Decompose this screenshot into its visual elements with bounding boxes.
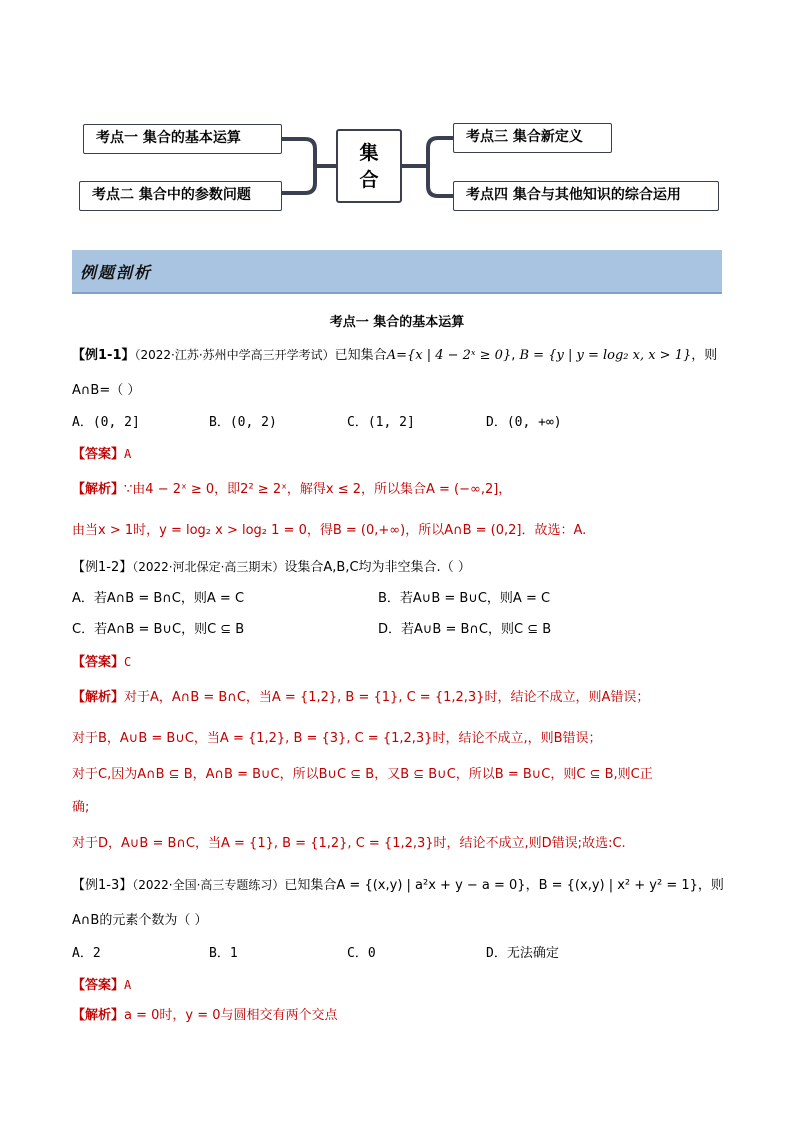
ex1-set-a: A={x | 4 − 2ˣ ≥ 0} [386, 348, 512, 363]
ex1-source: （2022·江苏·苏州中学高三开学考试） [134, 348, 335, 362]
ex1-option-d: D．(0, +∞) [486, 415, 562, 430]
ex1-option-b: B．(0, 2) [209, 415, 277, 430]
mindmap-node-kaodian-3: 考点三 集合新定义 [453, 123, 612, 153]
ex2-analysis-3: 对于C,因为A∩B ⊆ B，A∩B = B∪C，所以B∪C ⊆ B，又B ⊆ B∪C，所以B = B∪C，则C ⊆ B,则C正 [72, 767, 653, 782]
ex1-analysis-line-1 [72, 481, 511, 499]
ex2-answer-label: 【答案】 [72, 655, 125, 670]
section-banner [72, 250, 722, 294]
mindmap-center-char-2: 合 [359, 169, 379, 191]
ex3-option-b: B．1 [209, 946, 238, 961]
ex1-option-a: A．(0, 2] [72, 415, 140, 430]
ex1-answer: A [124, 447, 132, 461]
ex2-source: （2022·河北保定·高三期末） [132, 560, 285, 574]
ex3-label: 【例1-3】 [72, 878, 133, 893]
ex3-answer-line [72, 976, 131, 995]
ex2-analysis-2: 对于B，A∪B = B∪C，当A = {1,2}, B = {3}, C = {1,2,3}时，结论不成立,，则B错误； [72, 731, 602, 746]
ex3-source: （2022·全国·高三专题练习） [132, 878, 285, 892]
ex3-analysis-line-1 [72, 1007, 338, 1025]
mindmap-center-char-1: 集 [359, 142, 379, 164]
ex3-analysis-1: a = 0时，y = 0与圆相交有两个交点 [124, 1008, 338, 1023]
ex2-analysis-1: 对于A，A∩B = B∩C，当A = {1,2}, B = {1}, C = {1,2,3}时，结论不成立，则A错误； [124, 690, 650, 705]
ex2-analysis-line-1 [72, 689, 649, 707]
mindmap-node-kaodian-2: 考点二 集合中的参数问题 [79, 181, 282, 211]
ex2-option-c: C．若A∩B = B∪C，则C ⊆ B [72, 622, 245, 637]
ex2-label: 【例1-2】 [72, 560, 133, 575]
ex2-stem-line [72, 558, 471, 577]
ex1-tail: ，则 [691, 348, 718, 363]
ex3-ask: A∩B的元素个数为（ ） [72, 913, 208, 928]
ex3-option-d: D．无法确定 [486, 946, 559, 961]
ex2-stem: 设集合A,B,C均为非空集合.（ ） [284, 560, 471, 575]
ex1-ask: A∩B=（ ） [72, 383, 141, 398]
ex2-option-d: D．若A∪B = B∩C，则C ⊆ B [378, 622, 552, 637]
banner-title: 例题剖析 [80, 263, 153, 282]
ex3-answer: A [124, 978, 132, 992]
ex2-option-b: B．若A∪B = B∪C，则A = C [378, 591, 551, 606]
mindmap-node-kaodian-1: 考点一 集合的基本运算 [83, 124, 282, 154]
ex2-analysis-4: 确; [72, 800, 90, 815]
ex3-option-c: C．0 [347, 946, 376, 961]
ex3-analysis-label: 【解析】 [72, 1008, 125, 1023]
ex1-answer-label: 【答案】 [72, 447, 125, 462]
ex1-option-c: C．(1, 2] [347, 415, 415, 430]
ex2-analysis-5: 对于D，A∪B = B∩C，当A = {1}, B = {1,2}, C = {1,2,3}时，结论不成立,则D错误;故选:C. [72, 836, 626, 851]
ex2-analysis-label: 【解析】 [72, 690, 125, 705]
section-title: 考点一 集合的基本运算 [329, 315, 465, 330]
mindmap-node-kaodian-4: 考点四 集合与其他知识的综合运用 [453, 181, 719, 211]
ex1-answer-line [72, 445, 131, 464]
ex1-stem: 已知集合 [334, 348, 387, 363]
ex1-analysis-2: 由当x > 1时，y = log₂ x > log₂ 1 = 0，得B = (0,+∞)，所以A∩B = (0,2]．故选：A. [72, 523, 587, 538]
ex1-set-b: B = {y | y = log₂ x, x > 1} [519, 348, 692, 363]
ex2-option-a: A．若A∩B = B∩C，则A = C [72, 591, 245, 606]
ex1-analysis-label: 【解析】 [72, 482, 125, 497]
ex3-stem: 已知集合A = {(x,y) | a²x + y − a = 0}，B = {(x,y) | x² + y² = 1}，则 [284, 878, 724, 893]
ex1-stem-line: 【例1-1】（2022·江苏·苏州中学高三开学考试）已知集合A={x | 4 − 2ˣ ≥ 0}, B = {y | y = log₂ x, x > 1}，则 [72, 348, 718, 363]
ex3-answer-label: 【答案】 [72, 978, 125, 993]
ex2-answer-line [72, 653, 131, 672]
ex1-label: 【例1-1】 [72, 348, 135, 363]
ex3-option-a: A．2 [72, 946, 101, 961]
ex2-answer: C [124, 655, 132, 669]
ex3-stem-line [72, 876, 724, 895]
mindmap-center-node [336, 129, 402, 203]
ex1-analysis-1: ∵由4 − 2ˣ ≥ 0，即2² ≥ 2ˣ，解得x ≤ 2，所以集合A = (−∞,2]， [124, 482, 512, 497]
